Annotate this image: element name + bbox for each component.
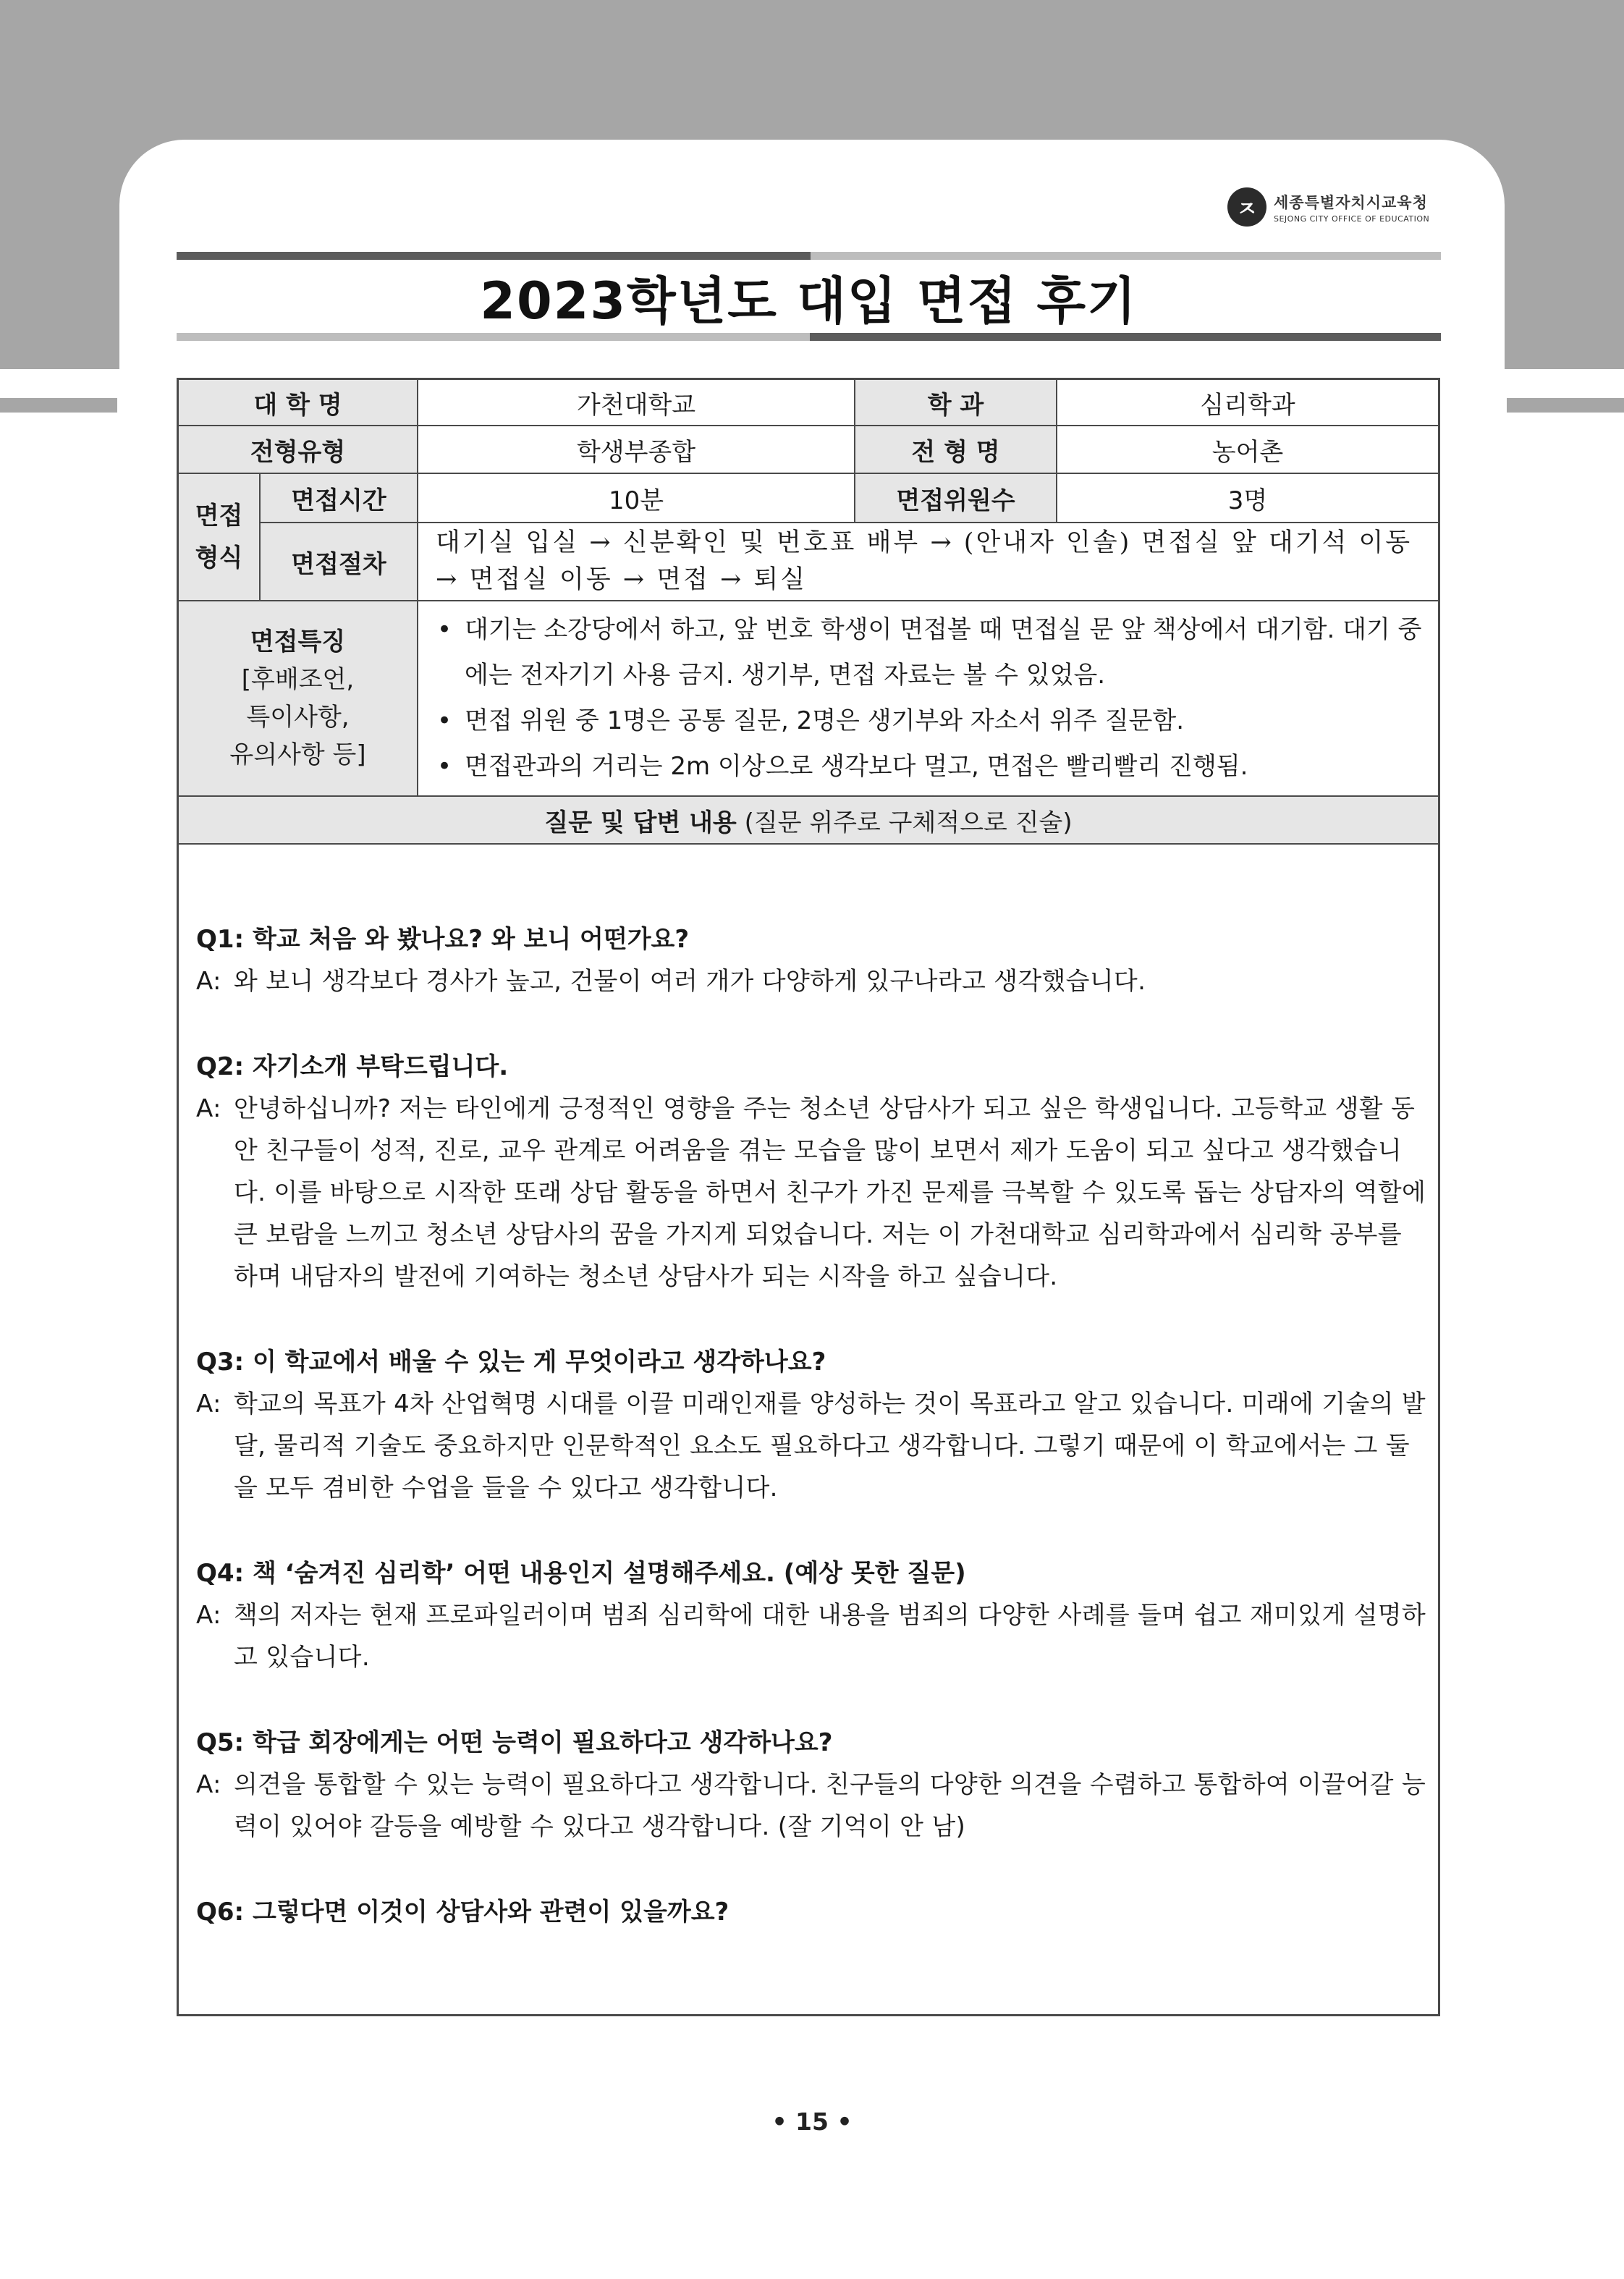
features-label-cell (179, 601, 418, 796)
interview-format-label: 면접 형식 (179, 473, 260, 601)
answer-label: A: (196, 1094, 221, 1123)
procedure-value: 대기실 입실 → 신분확인 및 번호표 배부 → (안내자 인솔) 면접실 앞 대기석 이동 → 면접실 이동 → 면접 → 퇴실 (418, 523, 1438, 601)
org-logo (1227, 187, 1429, 227)
qa-list (196, 904, 1426, 1933)
answer (196, 1594, 1426, 1678)
track-value: 농어촌 (1057, 426, 1438, 473)
side-decoration-left (0, 398, 117, 413)
features-label: 면접특징 (250, 627, 346, 656)
question: Q3: 이 학교에서 배울 수 있는 게 무엇이라고 생각하나요? (196, 1348, 826, 1377)
side-decoration-right (1507, 398, 1624, 413)
question: Q5: 학급 회장에게는 어떤 능력이 필요하다고 생각하나요? (196, 1728, 833, 1757)
panel-count-value: 3명 (1057, 473, 1438, 523)
interview-time-label: 면접시간 (260, 473, 418, 523)
answer-text: 안녕하십니까? 저는 타인에게 긍정적인 영향을 주는 청소년 상담사가 되고 싶은 학생입니다. 고등학교 생활 동안 친구들이 성적, 진로, 교우 관계로 어려움을 겪는 모습을 많이 보면서 제가 도움이 되고 싶다고 생각했습니다. 이를 바탕으로 시작한 또래 상담 활동을 하면서 친구가 가진 문제를 극복할 수 있도록 돕는 상담자의 역할에 큰 보람을 느끼고 청소년 상담사의 꿈을 가지게 되었습니다. 저는 이 가천대학교 심리학과에서 심리학 공부를 하며 내담자의 발전에 기여하는 청소년 상담사가 되는 시작을 하고 싶습니다. (234, 1094, 1426, 1291)
feature-item: • 면접 위원 중 1명은 공통 질문, 2명은 생기부와 자소서 위주 질문함. (437, 698, 1424, 744)
answer (196, 1088, 1426, 1298)
interview-time-value: 10분 (418, 473, 855, 523)
logo-text (1274, 191, 1429, 224)
answer-label: A: (196, 967, 221, 996)
features-value (418, 601, 1438, 796)
answer-text: 의견을 통합할 수 있는 능력이 필요하다고 생각합니다. 친구들의 다양한 의견을 수렴하고 통합하여 이끌어갈 능력이 있어야 갈등을 예방할 수 있다고 생각합니다. (잘 기억이 안 남) (234, 1770, 1426, 1841)
answer (196, 960, 1426, 1002)
question: Q2: 자기소개 부탁드립니다. (196, 1052, 509, 1081)
question: Q6: 그렇다면 이것이 상담사와 관련이 있을까요? (196, 1898, 729, 1927)
page-title: 2023학년도 대입 면접 후기 (480, 271, 1138, 331)
question: Q4: 책 ‘숨겨진 심리학’ 어떤 내용인지 설명해주세요. (예상 못한 질문) (196, 1559, 966, 1588)
track-label: 전 형 명 (855, 426, 1057, 473)
answer (196, 1383, 1426, 1509)
page-number: • 15 • (771, 2107, 853, 2136)
features-list (437, 607, 1424, 790)
university-value: 가천대학교 (418, 380, 855, 426)
admission-type-label: 전형유형 (179, 426, 418, 473)
info-table (179, 380, 1438, 845)
dept-value: 심리학과 (1057, 380, 1438, 426)
answer-label: A: (196, 1390, 221, 1418)
qa-header-note: (질문 위주로 구체적으로 진술) (736, 808, 1073, 837)
title-rule-bottom-light (177, 333, 810, 341)
university-label: 대 학 명 (179, 380, 418, 426)
answer-text: 학교의 목표가 4차 산업혁명 시대를 이끌 미래인재를 양성하는 것이 목표라고 알고 있습니다. 미래에 기술의 발달, 물리적 기술도 중요하지만 인문학적인 요소도 필요하다고 생각합니다. 그렇기 때문에 이 학교에서는 그 둘을 모두 겸비한 수업을 들을 수 있다고 생각합니다. (234, 1390, 1426, 1502)
title-rule-top-light (811, 252, 1441, 260)
logo-emblem-icon: ㅈ (1227, 187, 1266, 227)
features-sublabel: [후배조언, 특이사항, 유의사항 등] (229, 665, 366, 769)
panel-count-label: 면접위원수 (855, 473, 1057, 523)
answer-label: A: (196, 1770, 221, 1799)
qa-section-header (179, 796, 1438, 844)
dept-label: 학 과 (855, 380, 1057, 426)
procedure-label: 면접절차 (260, 523, 418, 601)
org-name-en: SEJONG CITY OFFICE OF EDUCATION (1274, 213, 1430, 224)
feature-item: • 면접관과의 거리는 2m 이상으로 생각보다 멀고, 면접은 빨리빨리 진행됨. (437, 744, 1424, 790)
feature-item: • 대기는 소강당에서 하고, 앞 번호 학생이 면접볼 때 면접실 문 앞 책상에서 대기함. 대기 중에는 전자기기 사용 금지. 생기부, 면접 자료는 볼 수 있었음. (437, 607, 1424, 698)
admission-type-value: 학생부종합 (418, 426, 855, 473)
answer (196, 1764, 1426, 1848)
question: Q1: 학교 처음 와 봤나요? 와 보니 어떤가요? (196, 925, 690, 954)
answer-label: A: (196, 1601, 221, 1630)
review-form (177, 378, 1440, 2016)
org-name: 세종특별자치시교육청 (1274, 193, 1428, 211)
answer-text: 책의 저자는 현재 프로파일러이며 범죄 심리학에 대한 내용을 범죄의 다양한 사례를 들며 쉽고 재미있게 설명하고 있습니다. (234, 1601, 1426, 1672)
answer-text: 와 보니 생각보다 경사가 높고, 건물이 여러 개가 다양하게 있구나라고 생각했습니다. (234, 967, 1146, 996)
qa-header-title: 질문 및 답변 내용 (544, 808, 737, 837)
